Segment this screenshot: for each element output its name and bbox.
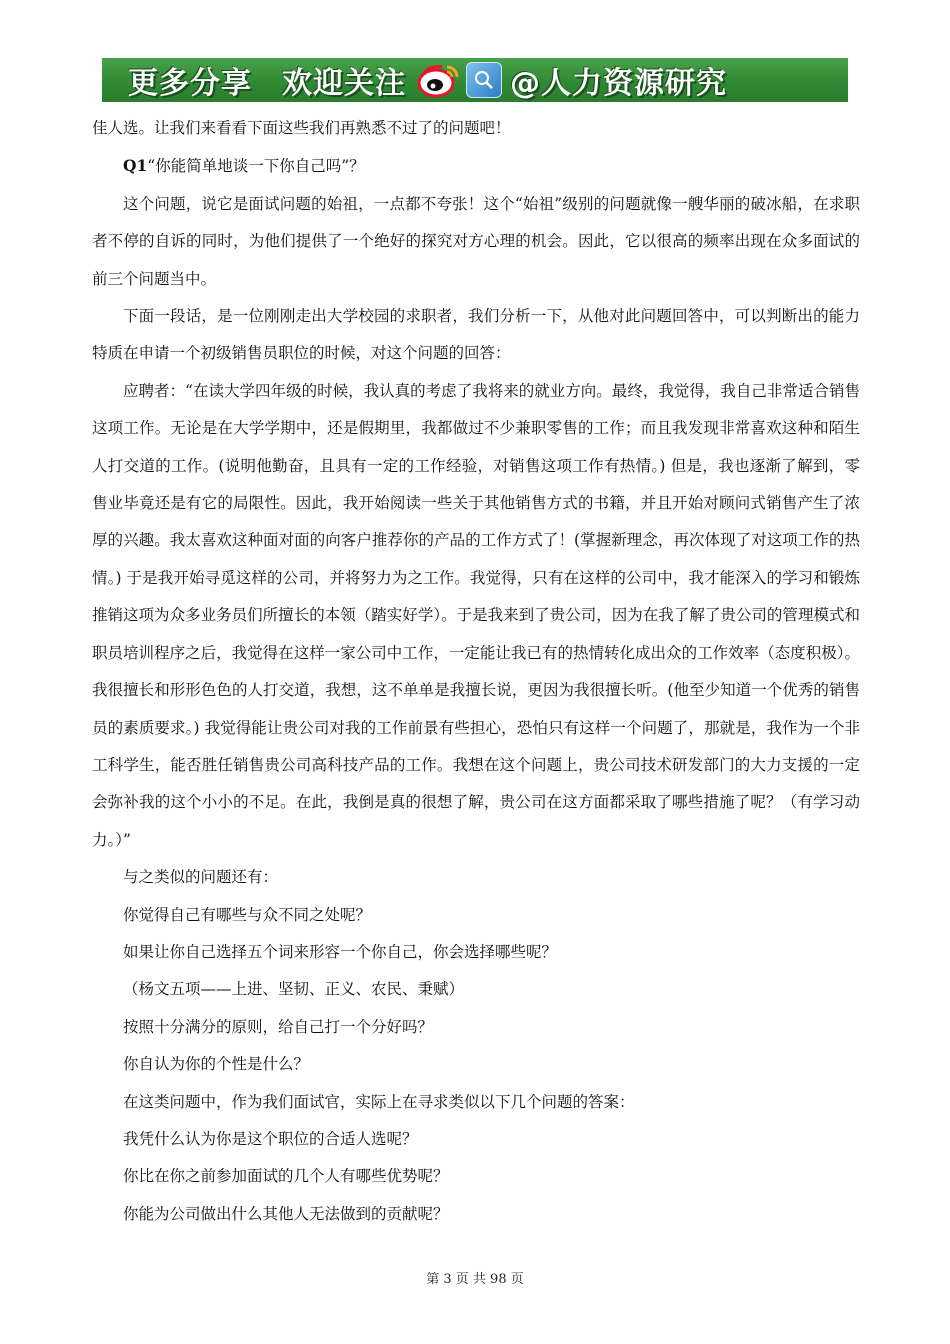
paragraph-interviewer-goal: 在这类问题中，作为我们面试官，实际上在寻求类似以下几个问题的答案： — [123, 1092, 635, 1111]
page-number: 第 3 页 共 98 页 — [426, 1272, 524, 1287]
paragraph-example-intro: 下面一段话，是一位刚刚走出大学校园的求职者，我们分析一下，从他对此问题回答中，可以判断出的能力特质在申请一个初级销售员职位的时候，对这个问题的回答： — [92, 307, 860, 363]
list-item: 如果让你自己选择五个词来形容一个你自己，你会选择哪些呢？ — [123, 942, 558, 961]
list-item: 你能为公司做出什么其他人无法做到的贡献呢？ — [123, 1204, 449, 1223]
document-body — [92, 110, 860, 1233]
list-item: 我凭什么认为你是这个职位的合适人选呢？ — [123, 1129, 418, 1148]
banner-text-welcome: 欢迎关注 — [282, 66, 406, 101]
paragraph-intro: 佳人选。让我们来看看下面这些我们再熟悉不过了的问题吧！ — [92, 119, 511, 137]
banner-text-account: @人力资源研究 — [510, 66, 727, 101]
header-banner — [102, 58, 848, 102]
question-heading — [92, 147, 860, 185]
list-item: 你觉得自己有哪些与众不同之处呢？ — [123, 905, 372, 924]
list-item-note: （杨文五项——上进、坚韧、正义、农民、秉赋） — [123, 980, 465, 999]
paragraph-candidate-answer: 应聘者：“在读大学四年级的时候，我认真的考虑了我将来的就业方向。最终，我觉得，我自己非常适合销售这项工作。无论是在大学学期中，还是假期里，我都做过不少兼职零售的工作；而且我发现非常喜欢这种和陌生人打交道的工作。(说明他勤奋，且具有一定的工作经验，对销售这项工作有热情。) 但是，我也逐渐了解到，零售业毕竟还是有它的局限性。因此，我开始阅读一些关于其他销售方式的书籍，并且开始对顾问式销售产生了浓厚的兴趣。我太喜欢这种面对面的向客户推荐你的产品的工作方式了！(掌握新理念，再次体现了对这项工作的热情。) 于是我开始寻觅这样的公司，并将努力为之工作。我觉得，只有在这样的公司中，我才能深入的学习和锻炼推销这项为众多业务员们所擅长的本领（踏实好学）。于是我来到了贵公司，因为在我了解了贵公司的管理模式和职员培训程序之后，我觉得在这样一家公司中工作，一定能让我已有的热情转化成出众的工作效率（态度积极）。我很擅长和形形色色的人打交道，我想，这不单单是我擅长说，更因为我很擅长听。(他至少知道一个优秀的销售员的素质要求。) 我觉得能让贵公司对我的工作前景有些担心，恐怕只有这样一个问题了，那就是，我作为一个非工科学生，能否胜任销售贵公司高科技产品的工作。我想在这个问题上，贵公司技术研发部门的大力支援的一定会弥补我的这个小小的不足。在此，我倒是真的很想了解，贵公司在这方面都采取了哪些措施了呢？（有学习动力。）” — [92, 381, 860, 849]
weibo-icon — [416, 61, 462, 99]
question-text: “你能简单地谈一下你自己吗”？ — [147, 157, 365, 176]
list-item: 你比在你之前参加面试的几个人有哪些优势呢？ — [123, 1167, 449, 1186]
weibo-search-icon — [466, 62, 502, 98]
paragraph-question-origin: 这个问题，说它是面试问题的始祖，一点都不夸张！这个“始祖”级别的问题就像一艘华丽的破冰船，在求职者不停的自诉的同时，为他们提供了一个绝好的探究对方心理的机会。因此，它以很高的频率出现在众多面试的前三个问题当中。 — [92, 194, 860, 288]
list-item: 按照十分满分的原则，给自己打一个分好吗？ — [123, 1017, 434, 1036]
list-item: 你自认为你的个性是什么？ — [123, 1055, 310, 1074]
banner-text-more-share: 更多分享 — [128, 66, 252, 101]
paragraph-similar-questions: 与之类似的问题还有： — [123, 868, 279, 887]
question-label: Q1 — [123, 156, 148, 176]
